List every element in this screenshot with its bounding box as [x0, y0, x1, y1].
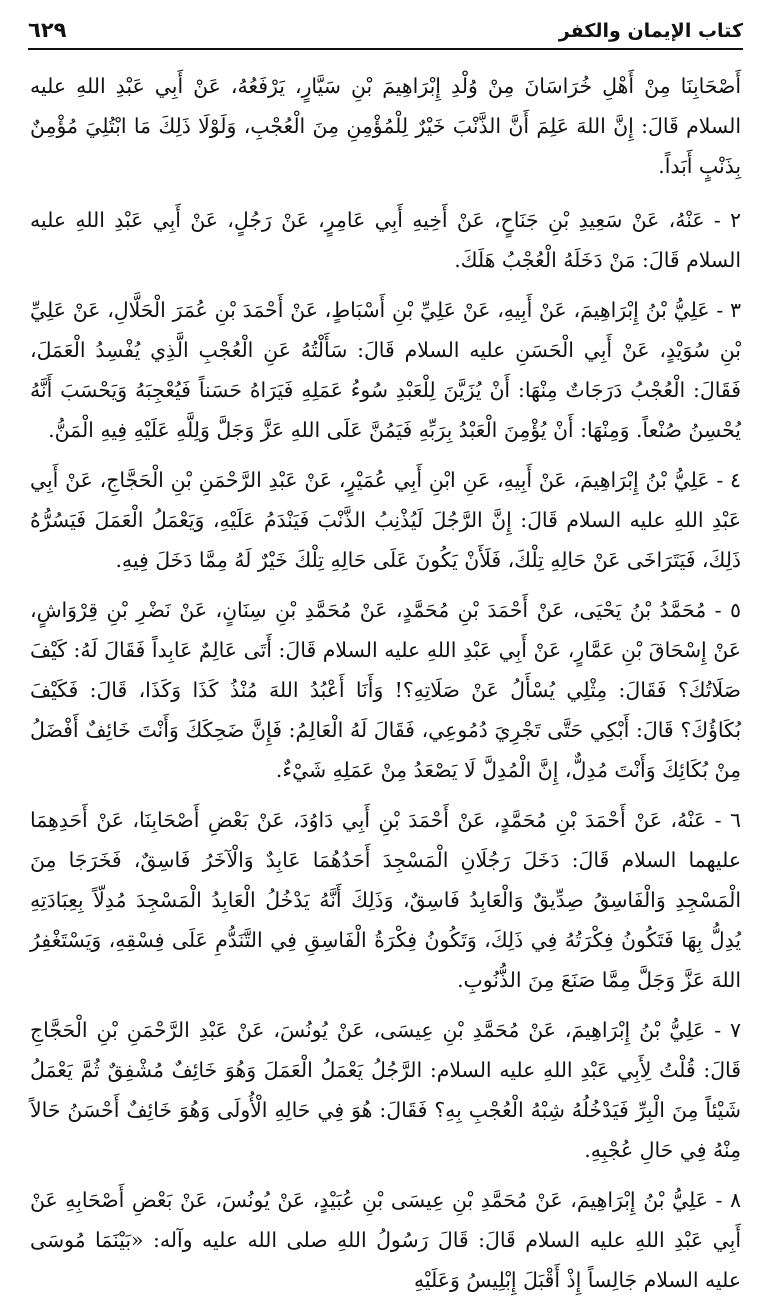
- hadith-7: ٧ - عَلِيُّ بْنُ إِبْرَاهِيمَ، عَنْ مُحَمَّدِ بْنِ عِيسَى، عَنْ يُونُسَ، عَنْ عَبْدِ الرَّحْمَنِ بْنِ الْحَجَّاجِ قَالَ: قُلْتُ لِأَبِي عَبْدِ اللهِ عليه السلام: الرَّجُلُ يَعْمَلُ الْعَمَلَ وَهُوَ خَائِفٌ مُشْفِقٌ ثُمَّ يَعْمَلُ شَيْئاً مِنَ الْبِرِّ فَيَدْخُلُهُ شِبْهُ الْعُجْبِ بِهِ؟ فَقَالَ: هُوَ فِي حَالِهِ الْأُولَى وَهُوَ خَائِفٌ أَحْسَنُ حَالاً مِنْهُ فِي حَالِ عُجْبِهِ.: [30, 1018, 741, 1162]
- hadith-4: ٤ - عَلِيُّ بْنُ إِبْرَاهِيمَ، عَنْ أَبِيهِ، عَنِ ابْنِ أَبِي عُمَيْرٍ، عَنْ عَبْدِ الرَّحْمَنِ بْنِ الْحَجَّاجِ، عَنْ أَبِي عَبْدِ اللهِ عليه السلام قَالَ: إِنَّ الرَّجُلَ لَيُذْنِبُ الذَّنْبَ فَيَنْدَمُ عَلَيْهِ، وَيَعْمَلُ الْعَمَلَ فَيَسُرُّهُ ذَلِكَ، فَيَتَرَاخَى عَنْ حَالِهِ تِلْكَ، فَلَأَنْ يَكُونَ عَلَى حَالِهِ تِلْكَ خَيْرٌ لَهُ مِمَّا دَخَلَ فِيهِ.: [30, 468, 741, 572]
- book-title: كتاب الإيمان والكفر: [558, 20, 743, 42]
- page-body: [30, 66, 741, 1292]
- hadith-6: ٦ - عَنْهُ، عَنْ أَحْمَدَ بْنِ مُحَمَّدٍ، عَنْ أَحْمَدَ بْنِ أَبِي دَاوُدَ، عَنْ بَعْضِ أَصْحَابِنَا، عَنْ أَحَدِهِمَا عليهما السلام قَالَ: دَخَلَ رَجُلَانِ الْمَسْجِدَ أَحَدُهُمَا عَابِدٌ وَالْآخَرُ فَاسِقٌ، فَخَرَجَا مِنَ الْمَسْجِدِ وَالْفَاسِقُ صِدِّيقٌ وَالْعَابِدُ فَاسِقٌ، وَذَلِكَ أَنَّهُ يَدْخُلُ الْعَابِدُ الْمَسْجِدَ مُدِلّاً بِعِبَادَتِهِ يُدِلُّ بِهَا فَتَكُونُ فِكْرَتُهُ فِي ذَلِكَ، وَتَكُونُ فِكْرَةُ الْفَاسِقِ فِي التَّنَدُّمِ عَلَى فِسْقِهِ، وَيَسْتَغْفِرُ اللهَ عَزَّ وَجَلَّ مِمَّا صَنَعَ مِنَ الذُّنُوبِ.: [30, 808, 741, 992]
- page-number: ٦٢٩: [28, 18, 67, 42]
- page-header: [28, 14, 743, 50]
- hadith-2: ٢ - عَنْهُ، عَنْ سَعِيدِ بْنِ جَنَاحٍ، عَنْ أَخِيهِ أَبِي عَامِرٍ، عَنْ رَجُلٍ، عَنْ أَبِي عَبْدِ اللهِ عليه السلام قَالَ: مَنْ دَخَلَهُ الْعُجْبُ هَلَكَ.: [30, 208, 741, 272]
- paragraph-intro: أَصْحَابِنَا مِنْ أَهْلِ خُرَاسَانَ مِنْ وُلْدِ إِبْرَاهِيمَ بْنِ سَيَّارٍ، يَرْفَعُهُ، عَنْ أَبِي عَبْدِ اللهِ عليه السلام قَالَ: إِنَّ اللهَ عَلِمَ أَنَّ الذَّنْبَ خَيْرٌ لِلْمُؤْمِنِ مِنَ الْعُجْبِ، وَلَوْلَا ذَلِكَ مَا ابْتُلِيَ مُؤْمِنٌ بِذَنْبٍ أَبَداً.: [30, 74, 741, 178]
- hadith-5: ٥ - مُحَمَّدُ بْنُ يَحْيَى، عَنْ أَحْمَدَ بْنِ مُحَمَّدٍ، عَنْ مُحَمَّدِ بْنِ سِنَانٍ، عَنْ نَضْرِ بْنِ قِرْوَاشٍ، عَنْ إِسْحَاقَ بْنِ عَمَّارٍ، عَنْ أَبِي عَبْدِ اللهِ عليه السلام قَالَ: أَتَى عَالِمٌ عَابِداً فَقَالَ لَهُ: كَيْفَ صَلَاتُكَ؟ فَقَالَ: مِثْلِي يُسْأَلُ عَنْ صَلَاتِهِ؟! وَأَنَا أَعْبُدُ اللهَ مُنْذُ كَذَا وَكَذَا، قَالَ: فَكَيْفَ بُكَاؤُكَ؟ قَالَ: أَبْكِي حَتَّى تَجْرِيَ دُمُوعِي، فَقَالَ لَهُ الْعَالِمُ: فَإِنَّ ضَحِكَكَ وَأَنْتَ خَائِفٌ أَفْضَلُ مِنْ بُكَائِكَ وَأَنْتَ مُدِلٌّ، إِنَّ الْمُدِلَّ لَا يَصْعَدُ مِنْ عَمَلِهِ شَيْءٌ.: [30, 598, 741, 782]
- hadith-8: ٨ - عَلِيُّ بْنُ إِبْرَاهِيمَ، عَنْ مُحَمَّدِ بْنِ عِيسَى بْنِ عُبَيْدٍ، عَنْ يُونُسَ، عَنْ بَعْضِ أَصْحَابِهِ عَنْ أَبِي عَبْدِ اللهِ عليه السلام قَالَ: قَالَ رَسُولُ اللهِ صلى الله عليه وآله: «بَيْنَمَا مُوسَى عليه السلام جَالِساً إِذْ أَقْبَلَ إِبْلِيسُ وَعَلَيْهِ: [30, 1188, 741, 1292]
- hadith-3: ٣ - عَلِيُّ بْنُ إِبْرَاهِيمَ، عَنْ أَبِيهِ، عَنْ عَلِيِّ بْنِ أَسْبَاطٍ، عَنْ أَحْمَدَ بْنِ عُمَرَ الْحَلَّالِ، عَنْ عَلِيِّ بْنِ سُوَيْدٍ، عَنْ أَبِي الْحَسَنِ عليه السلام قَالَ: سَأَلْتُهُ عَنِ الْعُجْبِ الَّذِي يُفْسِدُ الْعَمَلَ، فَقَالَ: الْعُجْبُ دَرَجَاتٌ مِنْهَا: أَنْ يُزَيَّنَ لِلْعَبْدِ سُوءُ عَمَلِهِ فَيَرَاهُ حَسَناً فَيُعْجِبَهُ وَيَحْسَبَ أَنَّهُ يُحْسِنُ صُنْعاً. وَمِنْهَا: أَنْ يُؤْمِنَ الْعَبْدُ بِرَبِّهِ فَيَمُنَّ عَلَى اللهِ عَزَّ وَجَلَّ وَلِلَّهِ عَلَيْهِ فِيهِ الْمَنُّ.: [30, 298, 741, 442]
